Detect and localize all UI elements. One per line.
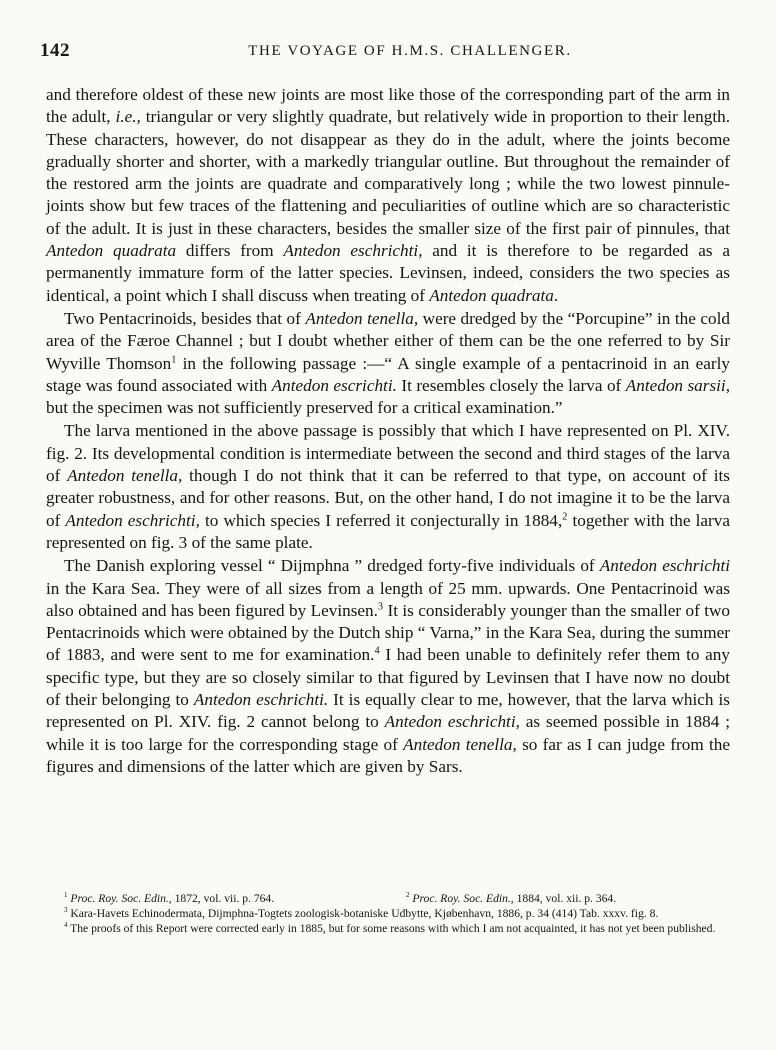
footnote-mark: 4	[64, 921, 68, 930]
footnote-text: Kara-Havets Echinodermata, Dijmphna-Togtets zoologisk-botaniske Udbytte, Kjøbenhavn, 1886, p. 34 (414) Tab. xxxv. fig. 8.	[67, 907, 659, 920]
species-name: Antedon sarsii,	[625, 375, 731, 395]
species-name: Antedon eschrichti,	[384, 712, 520, 732]
journal-title: Proc. Roy. Soc. Edin.,	[70, 892, 172, 905]
footnote-1	[46, 891, 388, 906]
paragraph-1	[46, 84, 730, 307]
text-run: It resembles closely the larva of	[396, 375, 626, 395]
footnote-text: The proofs of this Report were corrected early in 1885, but for some reasons with which I am not acquainted, it has not yet been published.	[67, 922, 716, 935]
page-header	[40, 40, 740, 70]
running-head: THE VOYAGE OF H.M.S. CHALLENGER.	[248, 43, 572, 59]
footnote-ref: 3	[377, 601, 384, 613]
text-run: The larva mentioned in the above passage is possibly that which I have represented on Pl. XIV. fig. 2. Its developmental condition is intermediate between the second and third stages of the larva of	[46, 421, 730, 486]
text-run: triangular or very slightly quadrate, but relatively wide in proportion to their length. These characters, however, do not disappear as they do in the adult, where the joints become gradually shorter and shorter, with a markedly triangular outline. But throughout the remainder of the restored arm the joints are quadrate and comparatively long ; while the two lowest pinnule-joints show but few traces of the flattening and peculiarities of outline which are so characteristic of the adult. It is just in these characters, besides the smaller size of the first pair of pinnules, that	[46, 107, 730, 238]
text-run: It is considerably younger than the smaller of two Pentacrinoids which were obtained by the Dutch ship “ Varna,” in the Kara Sea, during the summer of 1883, and were sent to me for examination.	[46, 600, 730, 665]
species-name: Antedon eschrichti,	[283, 241, 423, 261]
species-name: Antedon eschrichti	[599, 556, 730, 576]
text-run: The Danish exploring vessel “ Dijmphna ” dredged forty-five individuals of	[64, 556, 600, 576]
footnote-2	[388, 891, 730, 906]
text-run: It is equally clear to me, however, that the larva which is represented on Pl. XIV. fig. 2 cannot belong to	[46, 690, 730, 732]
footnote-mark: 3	[64, 906, 68, 915]
text-run: so far as I can judge from the figures and dimensions of the latter which are given by Sars.	[46, 734, 730, 776]
paragraph-2	[46, 308, 730, 419]
text-run: to which species I referred it conjecturally in 1884,	[199, 510, 563, 530]
species-name: Antedon escrichti.	[271, 375, 397, 395]
footnote-text: 1884, vol. xii. p. 364.	[513, 892, 617, 905]
journal-title: Proc. Roy. Soc. Edin.,	[412, 892, 514, 905]
paragraph-4	[46, 555, 730, 778]
species-name: Antedon quadrata	[429, 285, 554, 305]
footnote-ref: 2	[562, 510, 568, 522]
text-run: were dredged by the “Porcupine” in the cold area of the Færoe Channel ; but I doubt whether either of them can be the one referred to by Sir Wyville Thomson	[46, 308, 730, 373]
text-run: though I do not think that it can be referred to that type, on account of its greater robustness, and for other reasons. But, on the other hand, I do not imagine it to be the larva of	[46, 466, 730, 530]
text-run: in the Kara Sea. They were of all sizes from a length of 25 mm. upwards. One Pentacrinoid was also obtained and has been figured by Levinsen.	[46, 578, 730, 620]
text-run: and it is therefore to be regarded as a permanently immature form of the latter species. Levinsen, indeed, considers the two species as identical, a point which I shall discuss when treating of	[46, 241, 730, 305]
species-name: Antedon eschrichti.	[193, 690, 329, 710]
text-run: .	[553, 285, 559, 305]
page-number: 142	[40, 40, 70, 61]
footnote-text: 1872, vol. vii. p. 764.	[171, 892, 275, 905]
text-run: in the following passage :—“ A single example of a pentacrinoid in an early stage was found associated with	[46, 353, 731, 395]
text-run: together with the larva represented on fig. 3 of the same plate.	[46, 510, 730, 552]
footnotes	[46, 891, 730, 936]
species-name: Antedon tenella,	[67, 466, 183, 486]
footnote-4	[46, 921, 730, 936]
text-run: but the specimen was not sufficiently preserved for a critical examination.”	[46, 398, 563, 418]
species-name: Antedon tenella,	[403, 734, 517, 754]
footnote-mark: 2	[406, 891, 410, 900]
text-run: Two Pentacrinoids, besides that of	[64, 308, 306, 328]
paragraph-3	[46, 420, 730, 554]
italic-run: i.e.,	[115, 107, 141, 127]
text-run: I had been unable to definitely refer them to any specific type, but they are so closely similar to that figured by Levinsen that I have now no doubt of their belonging to	[46, 645, 730, 710]
species-name: Antedon tenella,	[305, 308, 419, 328]
footnote-ref: 1	[171, 353, 177, 365]
footnote-row	[46, 891, 730, 906]
text-run: as seemed possible in 1884 ; while it is too large for the corresponding stage of	[46, 712, 730, 754]
footnote-ref: 4	[374, 645, 380, 657]
text-run: differs from	[176, 241, 284, 261]
body-text	[46, 84, 730, 778]
species-name: Antedon eschrichti,	[65, 510, 200, 530]
text-run: and therefore oldest of these new joints are most like those of the corresponding part of the arm in the adult,	[46, 85, 730, 127]
species-name: Antedon quadrata	[46, 241, 177, 261]
footnote-mark: 1	[64, 891, 68, 900]
footnote-3	[46, 906, 730, 921]
